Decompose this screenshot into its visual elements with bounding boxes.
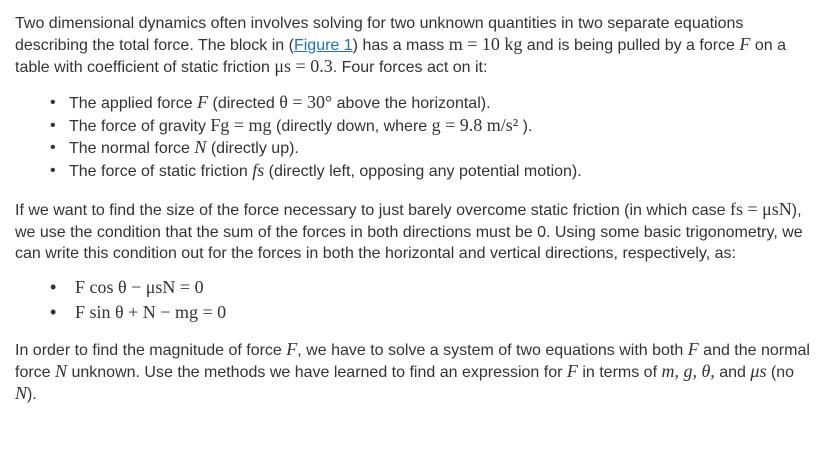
intro-text-a: Two dimensional dynamics often involves solving for two unknown quantities in two separate equations describing the total force. The block in ( [15,15,744,54]
force-math: N [194,137,207,157]
task-math: m, g, θ, [661,360,715,381]
task-math: N [55,360,68,381]
force-item-friction [15,160,815,183]
force-text: The normal force [69,140,195,157]
condition-paragraph [15,199,815,265]
force-text: above the horizontal). [332,95,491,112]
mass-equation: m = 10 kg [448,34,523,54]
task-text: , we have to solve a system of two equations with both [297,341,688,359]
force-math: fs [252,159,265,180]
equations-list [15,275,815,325]
equation-vertical: • F sin θ + N − mg = 0 [15,300,815,325]
task-text: In order to find the magnitude of force [15,341,287,359]
task-math: N [15,382,28,403]
problem-text [15,13,815,405]
intro-text-b: ) has a mass [352,37,449,54]
forces-list [15,92,815,182]
task-text: (no [766,363,795,381]
task-text: and the normal force [15,341,810,381]
force-text: (directly down, where [271,117,432,135]
force-item-gravity [15,115,815,138]
force-math: θ = 30° [279,92,333,112]
task-paragraph [15,339,815,405]
task-math: μs [750,360,767,381]
task-text: and [714,363,751,381]
task-text: ). [27,385,37,403]
force-text: The force of gravity [69,117,211,135]
friction-coefficient-equation: μs = 0.3 [274,56,333,76]
equation-horizontal: • F cos θ − μsN = 0 [15,275,815,300]
intro-paragraph [15,13,815,78]
figure-link[interactable]: Figure 1 [293,37,353,54]
force-text: The applied force [69,95,198,112]
intro-text-d: on a table with coefficient of static friction [15,37,786,76]
force-text: (directly up). [206,140,299,157]
intro-text-e: . Four forces act on it: [332,59,488,76]
task-text: in terms of [577,363,662,381]
task-text: unknown. Use the methods we have learned to find an expression for [67,363,567,381]
condition-text-b: ), we use the condition that the sum of the forces in both directions must be 0. Using some basic trigonometry, we can write this condition out for the forces in both the horizontal and vertical directions, respectively, as: [15,202,803,262]
force-symbol: F [739,34,751,54]
force-math: F [197,92,209,112]
task-math: F [566,360,578,381]
force-math: g = 9.8 m/s² [431,114,519,135]
condition-text-a: If we want to find the size of the force necessary to just barely overcome static friction (in which case [15,202,730,219]
force-text: The force of static friction [69,162,253,180]
force-text: (directed [208,95,280,112]
task-math: F [286,338,298,359]
task-math: F [687,338,699,359]
force-math: Fg = mg [210,114,272,135]
intro-text-c: and is being pulled by a force [522,37,740,54]
force-item-normal [15,137,815,160]
force-text: ). [518,117,533,135]
force-item-applied [15,92,815,115]
force-text: (directly left, opposing any potential motion). [264,162,582,180]
friction-condition-equation: fs = μsN [729,199,792,219]
